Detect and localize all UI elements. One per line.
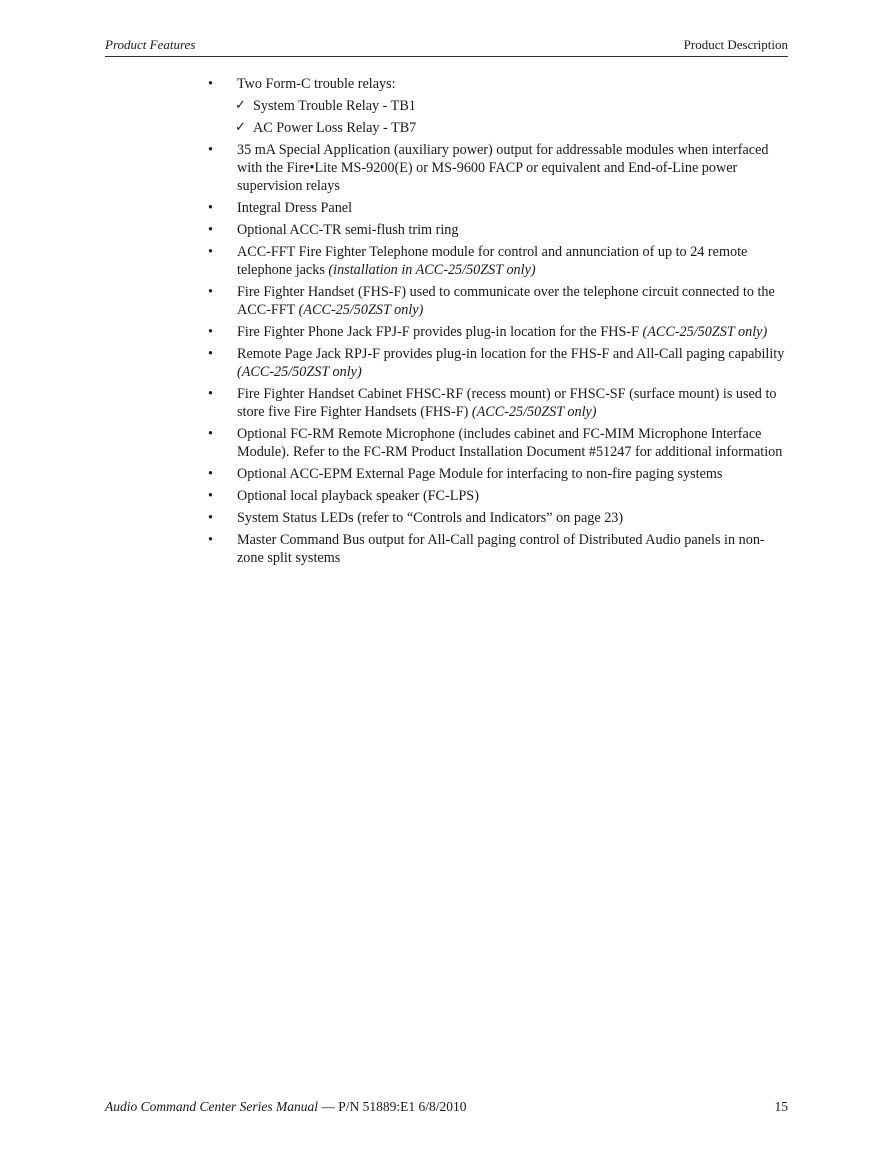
list-item: • Optional ACC-EPM External Page Module for interfacing to non-fire paging systems xyxy=(208,466,723,482)
list-item: • Fire Fighter Handset (FHS-F) used to communicate over the telephone circuit connected to the ACC-FFT (ACC-25/50ZST only) xyxy=(208,284,775,318)
list-item: • Fire Fighter Phone Jack FPJ-F provides plug-in location for the FHS-F (ACC-25/50ZST only) xyxy=(208,324,768,340)
list-item: • ACC-FFT Fire Fighter Telephone module for control and annunciation of up to 24 remote telephone jacks (installation in ACC-25/50ZST only) xyxy=(208,244,748,278)
bullet-icon: • xyxy=(208,324,213,340)
page-number: 15 xyxy=(774,1099,788,1114)
footer-manual-title: Audio Command Center Series Manual xyxy=(105,1099,318,1114)
bullet-icon: • xyxy=(208,466,213,482)
page-header xyxy=(105,36,788,57)
footer-part-number: P/N 51889:E1 6/8/2010 xyxy=(338,1099,467,1114)
bullet-icon: • xyxy=(208,386,213,402)
bullet-icon: • xyxy=(208,142,213,158)
list-item: • System Status LEDs (refer to “Controls and Indicators” on page 23) xyxy=(208,510,624,526)
list-item: • Fire Fighter Handset Cabinet FHSC-RF (recess mount) or FHSC-SF (surface mount) is used to store five Fire Fighter Handsets (FHS-F) (ACC-25/50ZST only) xyxy=(208,386,777,420)
feature-list xyxy=(205,75,790,571)
list-item: • Master Command Bus output for All-Call paging control of Distributed Audio panels in non-zone split systems xyxy=(208,532,765,566)
sub-list-item: ✓ System Trouble Relay - TB1 xyxy=(235,98,416,114)
list-item: • Optional FC-RM Remote Microphone (includes cabinet and FC-MIM Microphone Interface Module). Refer to the FC-RM Product Installation Document #51247 for additional information xyxy=(208,426,783,460)
header-chapter-title: Product Description xyxy=(683,37,788,52)
bullet-icon: • xyxy=(208,244,213,260)
bullet-icon: • xyxy=(208,346,213,362)
list-item: • Optional local playback speaker (FC-LPS) xyxy=(208,488,479,504)
checkmark-icon: ✓ xyxy=(235,98,246,113)
bullet-icon: • xyxy=(208,200,213,216)
list-item: • Remote Page Jack RPJ-F provides plug-in location for the FHS-F and All-Call paging capability (ACC-25/50ZST only) xyxy=(208,346,785,380)
sub-list-item: ✓ AC Power Loss Relay - TB7 xyxy=(235,120,417,136)
bullet-icon: • xyxy=(208,532,213,548)
list-item: • Two Form-C trouble relays: xyxy=(208,76,396,92)
list-item: • 35 mA Special Application (auxiliary power) output for addressable modules when interfaced with the Fire•Lite MS-9200(E) or MS-9600 FACP or equivalent and End-of-Line power supervision relays xyxy=(208,142,769,194)
checkmark-icon: ✓ xyxy=(235,120,246,135)
bullet-icon: • xyxy=(208,426,213,442)
bullet-icon: • xyxy=(208,284,213,300)
list-item: • Optional ACC-TR semi-flush trim ring xyxy=(208,222,459,238)
bullet-icon: • xyxy=(208,222,213,238)
bullet-icon: • xyxy=(208,76,213,92)
bullet-icon: • xyxy=(208,488,213,504)
bullet-icon: • xyxy=(208,510,213,526)
header-section-title: Product Features xyxy=(105,37,196,52)
footer-document-id: Audio Command Center Series Manual — P/N 51889:E1 6/8/2010 xyxy=(105,1099,467,1114)
list-item: • Integral Dress Panel xyxy=(208,200,353,216)
